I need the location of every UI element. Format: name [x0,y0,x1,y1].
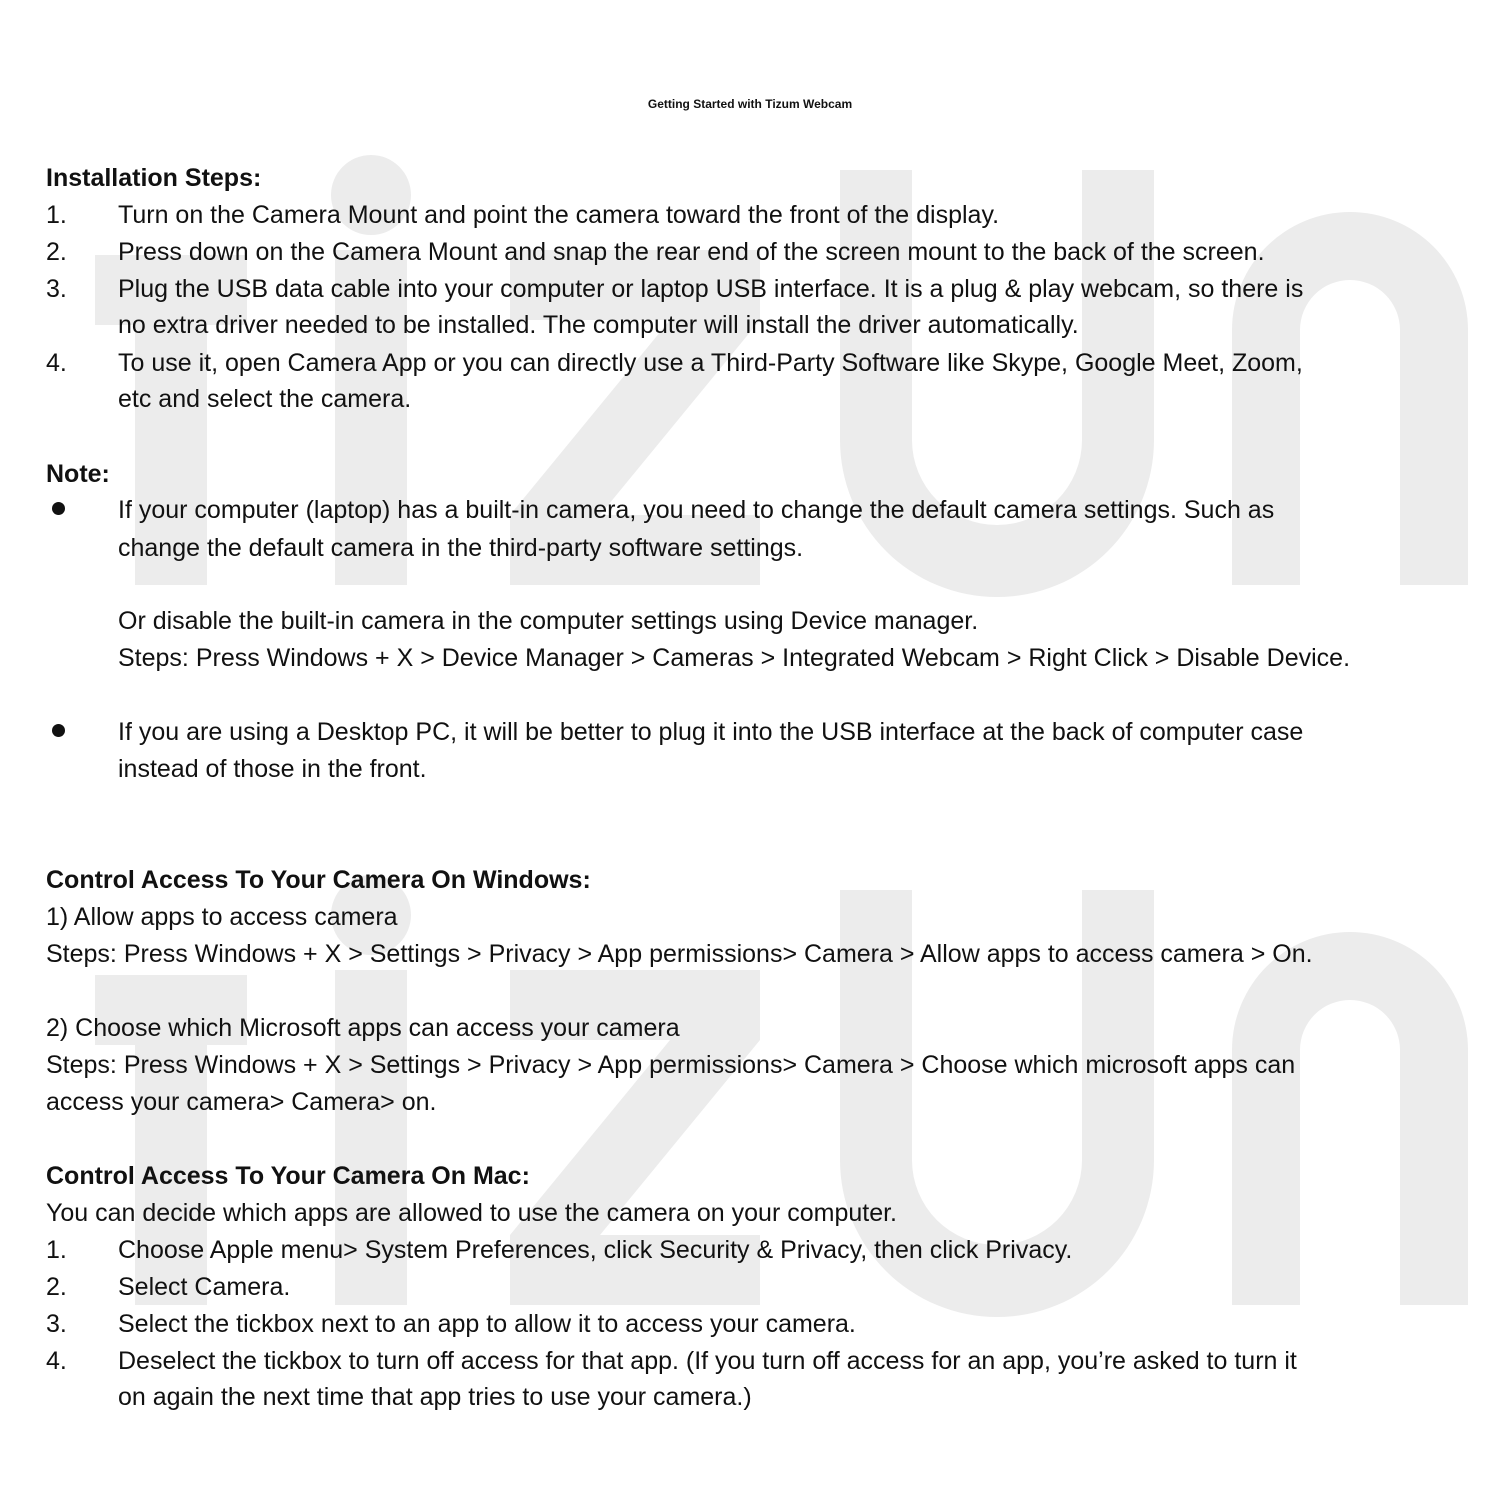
page-title: Getting Started with Tizum Webcam [647,97,853,111]
install-step-text: no extra driver needed to be installed. The computer will install the driver automatically. [118,311,1079,339]
mac-step-number: 2. [46,1273,67,1301]
mac-step-text: Select the tickbox next to an app to allow it to access your camera. [118,1310,856,1338]
install-step-text: Plug the USB data cable into your computer or laptop USB interface. It is a plug & play webcam, so there is [118,275,1304,303]
install-step-number: 1. [46,201,67,229]
note-text: Or disable the built-in camera in the computer settings using Device manager. [118,607,979,635]
note-heading: Note: [46,460,110,488]
note-text: instead of those in the front. [118,755,427,783]
install-step-text: etc and select the camera. [118,385,412,413]
installation-heading: Installation Steps: [46,164,262,192]
windows-heading: Control Access To Your Camera On Windows: [46,866,591,894]
install-step-number: 2. [46,238,67,266]
install-step-text: To use it, open Camera App or you can directly use a Third-Party Software like Skype, Google Meet, Zoom, [118,349,1303,377]
note-text: If you are using a Desktop PC, it will be better to plug it into the USB interface at the back of computer case [118,718,1304,746]
mac-step-text: Choose Apple menu> System Preferences, click Security & Privacy, then click Privacy. [118,1236,1073,1264]
windows-item-steps: access your camera> Camera> on. [46,1088,437,1116]
windows-item-title: 2) Choose which Microsoft apps can access your camera [46,1014,680,1042]
windows-item-steps: Steps: Press Windows + X > Settings > Privacy > App permissions> Camera > Choose which microsoft apps can [46,1051,1296,1079]
bullet-icon [52,502,65,515]
windows-item-steps: Steps: Press Windows + X > Settings > Privacy > App permissions> Camera > Allow apps to access camera > On. [46,940,1313,968]
mac-step-number: 4. [46,1347,67,1375]
mac-step-text: on again the next time that app tries to use your camera.) [118,1383,752,1411]
mac-step-text: Deselect the tickbox to turn off access for that app. (If you turn off access for an app, you’re asked to turn it [118,1347,1297,1375]
mac-step-number: 1. [46,1236,67,1264]
windows-item-title: 1) Allow apps to access camera [46,903,398,931]
install-step-text: Turn on the Camera Mount and point the camera toward the front of the display. [118,201,1000,229]
mac-step-number: 3. [46,1310,67,1338]
install-step-text: Press down on the Camera Mount and snap the rear end of the screen mount to the back of the screen. [118,238,1265,266]
bullet-icon [52,724,65,737]
mac-intro: You can decide which apps are allowed to use the camera on your computer. [46,1199,897,1227]
note-text: If your computer (laptop) has a built-in camera, you need to change the default camera settings. Such as [118,496,1275,524]
mac-step-text: Select Camera. [118,1273,291,1301]
install-step-number: 4. [46,349,67,377]
note-text: change the default camera in the third-party software settings. [118,534,804,562]
install-step-number: 3. [46,275,67,303]
mac-heading: Control Access To Your Camera On Mac: [46,1162,530,1190]
note-steps-text: Steps: Press Windows + X > Device Manager > Cameras > Integrated Webcam > Right Click > Disable Device. [118,644,1351,672]
